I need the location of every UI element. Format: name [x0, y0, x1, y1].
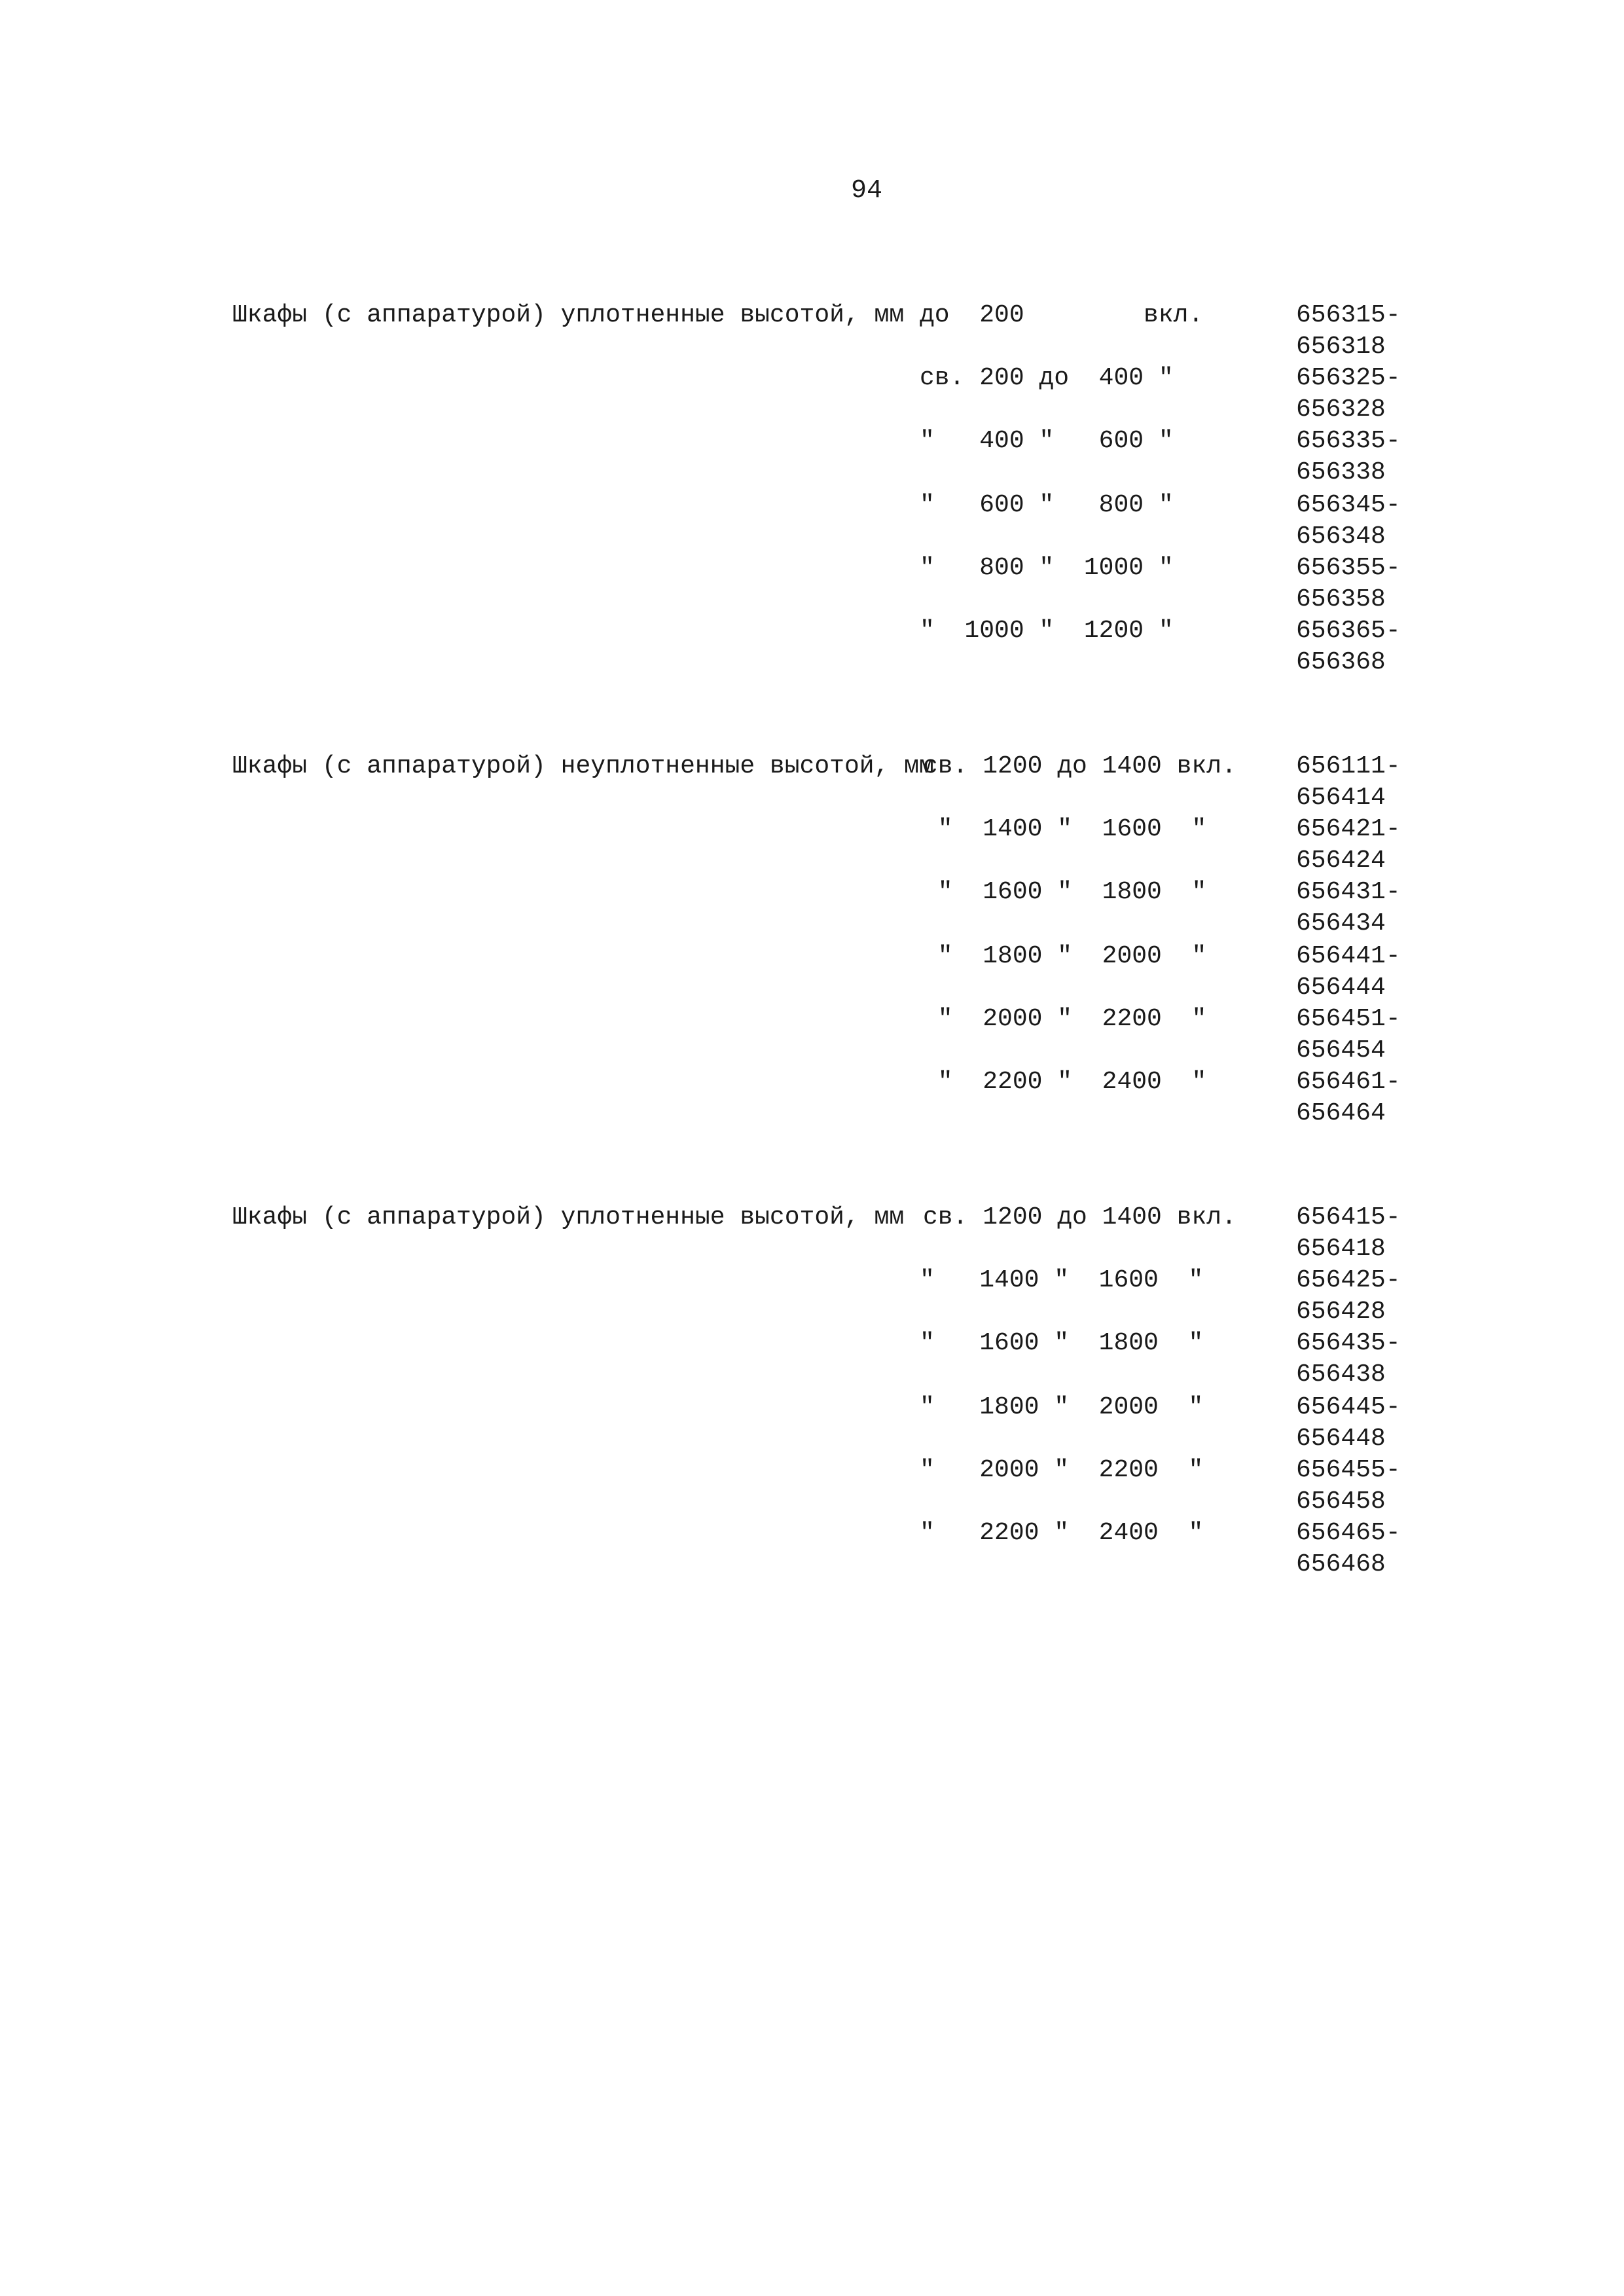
height-range: св. 1200 до 1400 вкл.	[923, 752, 1236, 780]
code-end: 656424	[1296, 847, 1386, 875]
code-end: 656438	[1296, 1360, 1386, 1389]
code-start: 656355-	[1296, 554, 1401, 582]
code-end: 656464	[1296, 1099, 1386, 1127]
page-number: 94	[851, 176, 883, 206]
code-end: 656428	[1296, 1298, 1386, 1326]
height-range: св. 200 до 400 "	[920, 364, 1174, 392]
height-range: св. 1200 до 1400 вкл.	[923, 1203, 1236, 1231]
height-range: " 2200 " 2400 "	[920, 1519, 1204, 1547]
code-end: 656444	[1296, 974, 1386, 1002]
code-end: 656348	[1296, 522, 1386, 551]
height-range: " 400 " 600 "	[920, 427, 1174, 455]
code-start: 656465-	[1296, 1519, 1401, 1547]
code-start: 656435-	[1296, 1329, 1401, 1357]
code-start: 656451-	[1296, 1005, 1401, 1033]
code-start: 656425-	[1296, 1266, 1401, 1294]
height-range: " 1400 " 1600 "	[923, 815, 1207, 843]
height-range: " 2200 " 2400 "	[923, 1068, 1207, 1096]
code-start: 656461-	[1296, 1068, 1401, 1096]
code-start: 656455-	[1296, 1456, 1401, 1484]
height-range: " 600 " 800 "	[920, 491, 1174, 519]
height-range: " 1000 " 1200 "	[920, 617, 1174, 645]
code-start: 656345-	[1296, 491, 1401, 519]
code-start: 656445-	[1296, 1393, 1401, 1421]
code-start: 656441-	[1296, 942, 1401, 970]
code-end: 656358	[1296, 585, 1386, 613]
height-range: " 1400 " 1600 "	[920, 1266, 1204, 1294]
code-end: 656468	[1296, 1550, 1386, 1578]
code-end: 656318	[1296, 333, 1386, 361]
section-title: Шкафы (с аппаратурой) уплотненные высотой, мм	[232, 1203, 905, 1231]
code-start: 656421-	[1296, 815, 1401, 843]
code-end: 656434	[1296, 909, 1386, 938]
code-start: 656315-	[1296, 301, 1401, 329]
code-end: 656368	[1296, 648, 1386, 676]
section-title: Шкафы (с аппаратурой) уплотненные высотой, мм	[232, 301, 905, 329]
height-range: " 1800 " 2000 "	[920, 1393, 1204, 1421]
code-start: 656365-	[1296, 617, 1401, 645]
height-range: " 2000 " 2200 "	[923, 1005, 1207, 1033]
height-range: " 1600 " 1800 "	[920, 1329, 1204, 1357]
section-title: Шкафы (с аппаратурой) неуплотненные высотой, мм	[232, 752, 934, 780]
code-start: 656431-	[1296, 878, 1401, 906]
code-start: 656111-	[1296, 752, 1401, 780]
code-end: 656454	[1296, 1036, 1386, 1065]
code-end: 656418	[1296, 1235, 1386, 1263]
code-start: 656325-	[1296, 364, 1401, 392]
code-end: 656328	[1296, 395, 1386, 424]
code-start: 656335-	[1296, 427, 1401, 455]
height-range: " 1600 " 1800 "	[923, 878, 1207, 906]
height-range: до 200 вкл.	[920, 301, 1204, 329]
height-range: " 1800 " 2000 "	[923, 942, 1207, 970]
height-range: " 800 " 1000 "	[920, 554, 1174, 582]
code-end: 656338	[1296, 458, 1386, 486]
code-end: 656458	[1296, 1487, 1386, 1516]
code-start: 656415-	[1296, 1203, 1401, 1231]
code-end: 656448	[1296, 1425, 1386, 1453]
height-range: " 2000 " 2200 "	[920, 1456, 1204, 1484]
code-end: 656414	[1296, 784, 1386, 812]
